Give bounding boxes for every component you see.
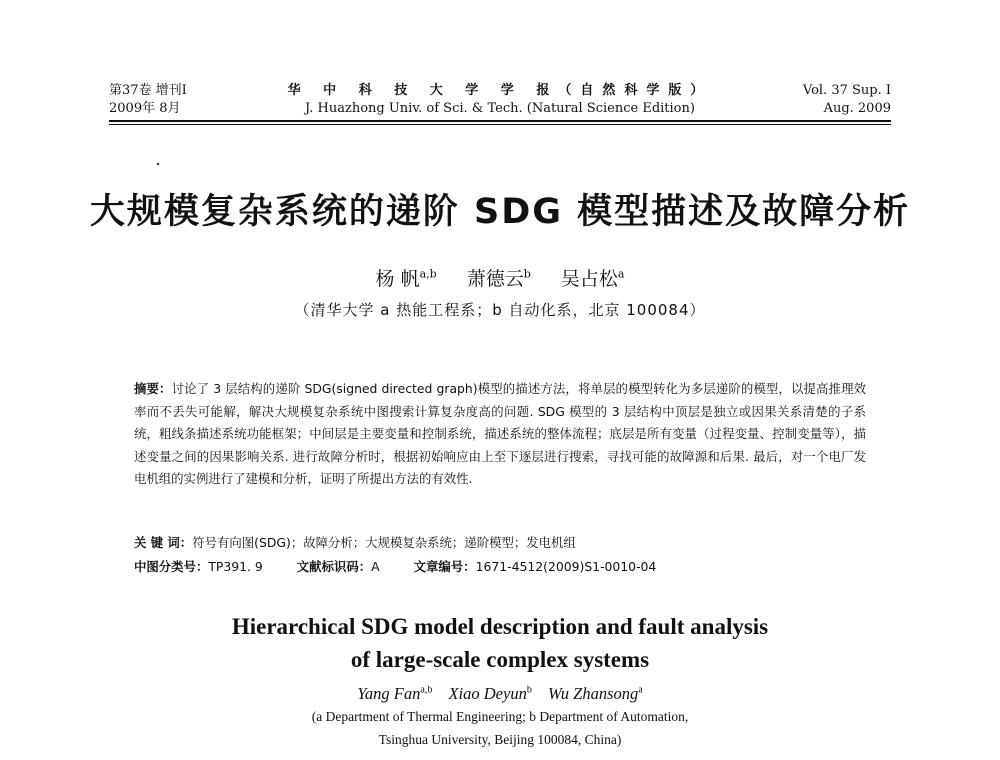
journal-name-en: J. Huazhong Univ. of Sci. & Tech. (Natural Science Edition) [305,101,695,116]
abstract-label: 摘要： [134,381,172,396]
article-no-value: 1671-4512(2009)S1-0010-04 [475,559,657,574]
keywords-cn [134,533,866,553]
journal-name-cn: 华 中 科 技 大 学 学 报（自然科学版） [287,83,713,98]
author-name: Yang Fan [357,683,421,703]
author-en [548,684,643,703]
author-list-cn [0,262,1000,292]
keywords-text: 符号有向图(SDG)；故障分析；大规模复杂系统；递阶模型；发电机组 [192,535,576,550]
author-cn [467,268,531,290]
author-mark: a,b [420,684,433,695]
author-mark: a,b [419,268,437,281]
clc-value: TP391. 9 [208,559,263,574]
article-no-label: 文章编号： [413,559,476,574]
author-name: 萧德云 [466,268,524,291]
header-rule-thick [109,120,891,122]
author-cn [376,268,437,290]
author-en [448,684,531,703]
author-name: 吴占松 [560,268,618,291]
header-date-cn: 2009年 8月 [109,101,181,116]
keywords-label: 关 键 词： [134,535,193,550]
header-journal [109,82,891,118]
abstract-cn [134,378,866,491]
abstract-text: 讨论了 3 层结构的递阶 SDG(signed directed graph)模型的描述方法，将单层的模型转化为多层递阶的模型，以提高推理效率而不丢失可能解，解决大规模复杂系统中图搜索计算复杂度高的问题. SDG 模型的 3 层结构中顶层是独立或因果关系清楚的子系统，粗线条描述系统功能框架；中间层是主要变量和控制系统，描述系统的整体流程；底层是所有变量（过程变量、控制变量等），描述变量之间的因果影响关系. 进行故障分析时，根据初始响应由上至下逐层进行搜索，寻找可能的故障源和后果. 最后，对一个电厂发电机组的实例进行了建模和分析，证明了所提出方法的有效性. [134,381,866,487]
affiliation-en-line2: Tsinghua University, Beijing 100084, China) [378,732,622,747]
header-volume-en [803,82,891,118]
header-date-en: Aug. 2009 [823,101,891,116]
header-rule-thin [109,124,891,125]
doc-code-label: 文献标识码： [296,559,372,574]
author-name: 杨 帆 [375,268,420,291]
affiliation-en-line1: (a Department of Thermal Engineering; b Department of Automation, [311,709,689,724]
classification-row [134,557,866,577]
paper-title-en-line1: Hierarchical SDG model description and fault analysis [231,614,769,639]
header-volume: 第37卷 增刊Ⅰ [109,83,187,98]
paper-title-cn: 大规模复杂系统的递阶 SDG 模型描述及故障分析 [89,192,911,232]
author-en [357,684,432,703]
running-header [109,82,891,122]
author-mark: b [523,268,531,281]
clc-label: 中图分类号： [134,559,209,574]
author-mark: a [617,268,625,281]
author-name: Wu Zhansong [547,683,639,703]
paper-title-en-line2: of large-scale complex systems [350,647,650,672]
author-mark: a [638,684,643,695]
author-name: Xiao Deyun [448,683,527,703]
scan-dot [157,163,159,165]
author-cn [561,268,625,290]
doc-code-value: A [371,559,380,574]
author-list-en [0,679,1000,705]
affiliation-cn: （清华大学 a 热能工程系；b 自动化系，北京 100084） [294,301,706,319]
author-mark: b [526,684,532,695]
header-vol-en: Vol. 37 Sup. Ⅰ [802,83,891,98]
